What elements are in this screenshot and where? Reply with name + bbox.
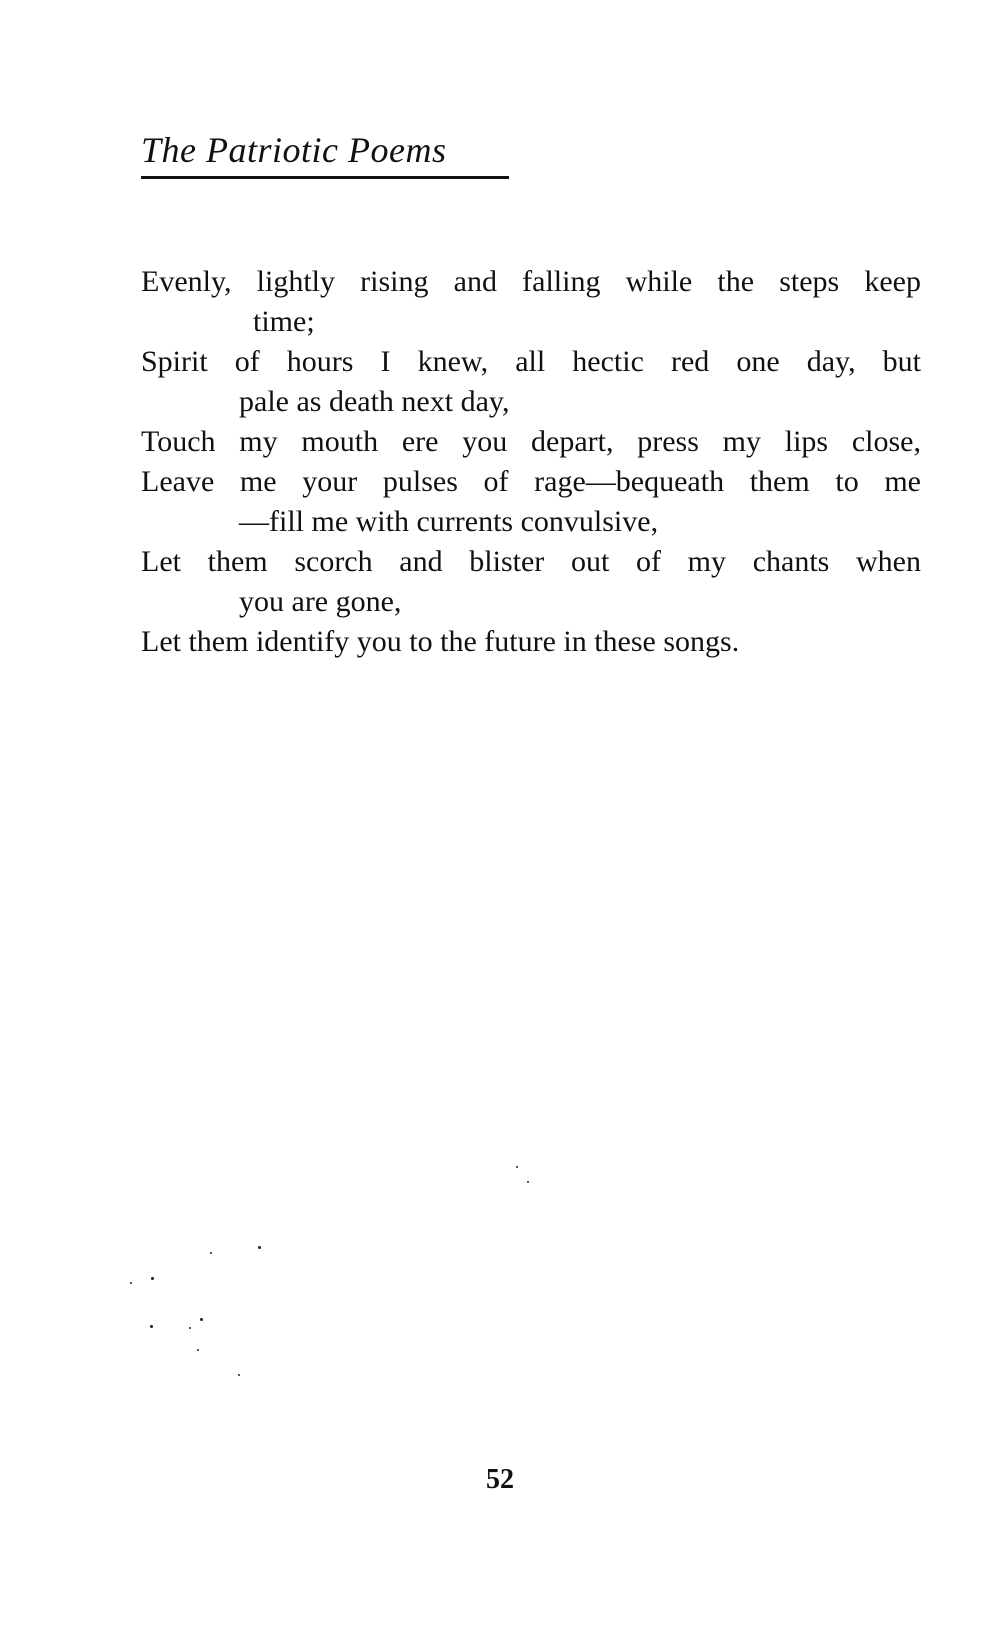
poem-line-text: Touch my mouth ere you depart, press my lips close, xyxy=(141,425,921,458)
page-number: 52 xyxy=(486,1464,514,1495)
poem-line xyxy=(141,462,921,542)
poem-line-text: Spirit of hours I knew, all hectic red one day, but xyxy=(141,345,921,378)
scan-speck xyxy=(516,1166,518,1168)
poem-line-text: Leave me your pulses of rage—bequeath them to me xyxy=(141,465,921,498)
scan-speck xyxy=(151,1277,154,1280)
poem-line-text: Evenly, lightly rising and falling while the steps keep xyxy=(141,265,921,298)
scan-speck xyxy=(150,1325,153,1328)
scan-speck xyxy=(189,1327,191,1329)
poem-line xyxy=(141,622,921,662)
poem-line xyxy=(141,422,921,462)
poem-line-text: Let them identify you to the future in these songs. xyxy=(141,625,740,658)
scan-speck xyxy=(258,1246,261,1249)
poem-line xyxy=(141,262,921,342)
poem-line-continuation: time; xyxy=(253,305,315,338)
scan-speck xyxy=(238,1374,240,1376)
scan-speck xyxy=(197,1349,199,1351)
poem-line-continuation: —fill me with currents convulsive, xyxy=(239,505,659,538)
scan-speck xyxy=(527,1181,529,1183)
running-header xyxy=(141,128,509,179)
scan-speck xyxy=(200,1318,203,1321)
scan-speck xyxy=(210,1252,212,1254)
poem-line-continuation: you are gone, xyxy=(239,585,402,618)
poem-line-continuation: pale as death next day, xyxy=(239,385,510,418)
running-header-title: The Patriotic Poems xyxy=(141,130,447,170)
poem-line-text: Let them scorch and blister out of my chants when xyxy=(141,545,921,578)
poem-line xyxy=(141,542,921,622)
scan-speck xyxy=(130,1282,132,1284)
poem-line xyxy=(141,342,921,422)
poem-stanza xyxy=(141,262,921,662)
